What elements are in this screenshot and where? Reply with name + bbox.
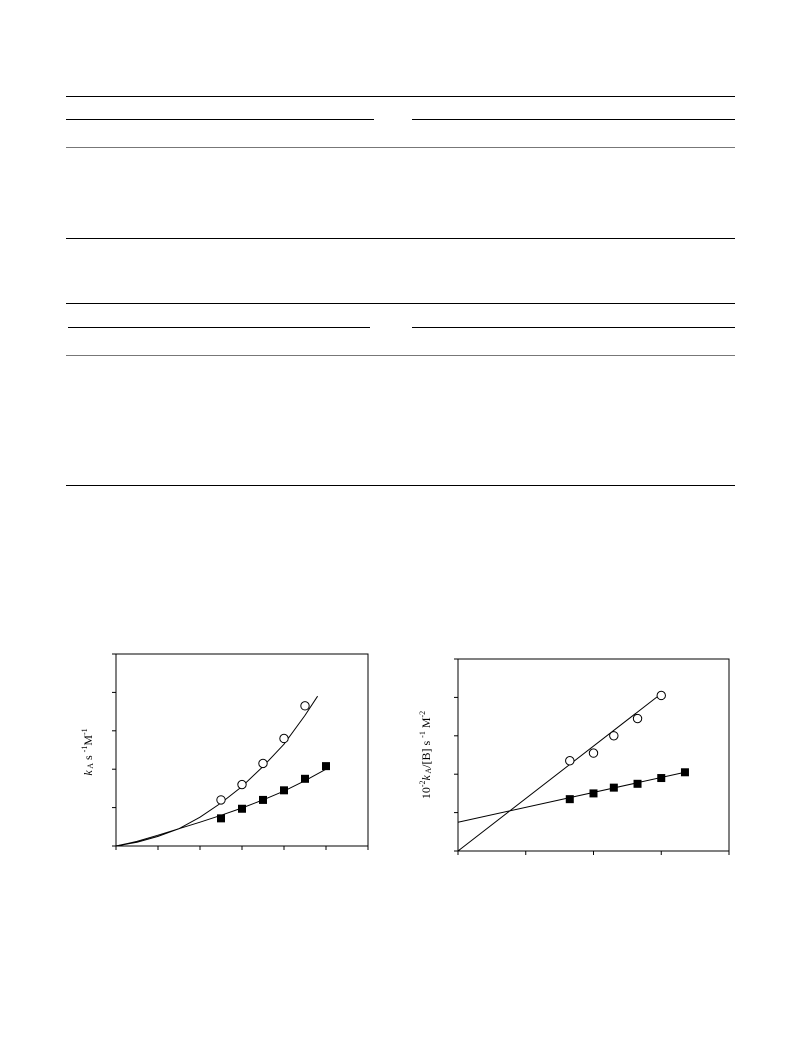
chart-right-svg — [410, 645, 740, 875]
table2-top-rule — [66, 303, 735, 304]
table2-subheader-left-rule — [68, 327, 370, 328]
left-point-open-circle — [259, 759, 267, 767]
right-point-filled-square — [566, 795, 574, 803]
table2-subheader-right-rule — [412, 327, 735, 328]
right-point-open-circle — [589, 749, 597, 757]
table2-header-rule — [66, 355, 735, 356]
left-point-open-circle — [280, 734, 288, 742]
left-point-filled-square — [217, 814, 225, 822]
right-point-open-circle — [657, 691, 665, 699]
table1-bottom-rule — [66, 238, 735, 239]
right-point-filled-square — [610, 784, 618, 792]
tables-region — [0, 0, 797, 500]
left-point-filled-square — [259, 796, 267, 804]
chart-left-ylabel: k A s $^{-1}M^{-1}$ — [80, 728, 95, 776]
right-point-filled-square — [681, 768, 689, 776]
left-point-filled-square — [238, 805, 246, 813]
chart-left-svg — [70, 640, 390, 870]
chart-left — [70, 640, 390, 870]
left-point-filled-square — [280, 786, 288, 794]
right-point-filled-square — [634, 780, 642, 788]
table1-subheader-right-rule — [412, 119, 735, 120]
right-point-filled-square — [590, 789, 598, 797]
table1-subheader-left-rule — [66, 119, 374, 120]
left-point-filled-square — [301, 775, 309, 783]
table1-top-rule — [66, 96, 735, 97]
right-point-filled-square — [657, 774, 665, 782]
left-point-open-circle — [238, 780, 246, 788]
left-point-filled-square — [322, 762, 330, 770]
right-point-open-circle — [610, 732, 618, 740]
left-point-open-circle — [217, 796, 225, 804]
left-point-open-circle — [301, 702, 309, 710]
table2-bottom-rule — [66, 485, 735, 486]
chart-right — [410, 645, 740, 875]
right-point-open-circle — [633, 714, 641, 722]
right-point-open-circle — [566, 757, 574, 765]
table1-header-rule — [66, 147, 735, 148]
chart-right-ylabel: $10^{-2}k$ A/[B] s $^{-1}$ $M^{-2}$ — [418, 710, 433, 800]
chart-left-plot-frame — [116, 654, 368, 846]
